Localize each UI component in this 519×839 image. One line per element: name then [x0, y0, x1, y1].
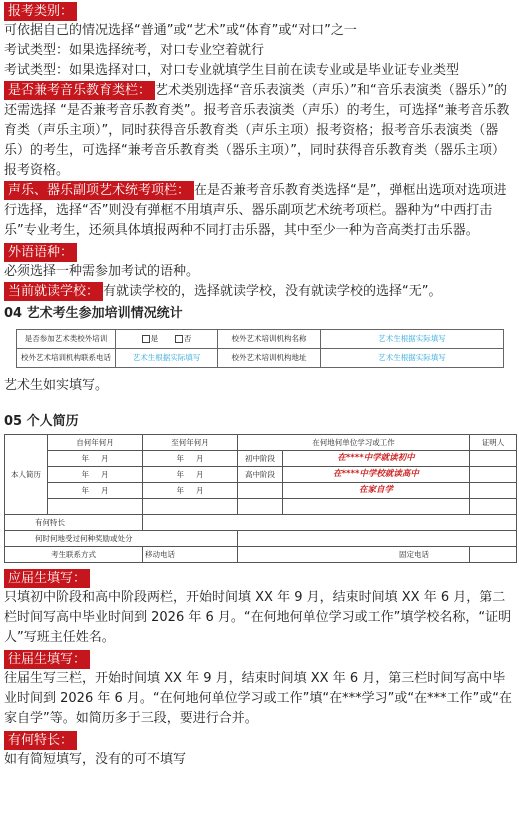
section-label: 当前就读学校：: [4, 282, 103, 301]
table-cell: 艺术生根据实际填写: [116, 349, 218, 368]
checkbox-no[interactable]: [175, 335, 183, 343]
paragraph: 只填初中阶段和高中阶段两栏，开始时间填 XX 年 9 月，结束时间填 XX 年 6 月，第二栏时间写高中毕业时间到 2026 年 6 月。“在何地何单位学习或工作”填学校名称，“证明人”写班主任姓名。: [4, 590, 512, 645]
paragraph: 有就读学校的，选择就读学校，没有就读学校的选择“无”。: [103, 284, 442, 299]
table-cell: 年 月: [48, 467, 143, 483]
table-header: 自何年何月: [48, 435, 143, 451]
table-cell: 校外艺术培训机构联系电话: [17, 349, 116, 368]
paragraph: 在是否兼考音乐教育类选择“是”，弹框出选项对选项进行选择，选择“否”则没有弹框不用填声乐、器乐副项艺术统考项栏。器种为“中西打击乐”专业考生，还须具体填报两种不同打击乐器，其中至少一种为音高类打击乐器。: [4, 183, 507, 238]
section-label: 报考类别：: [4, 2, 77, 21]
table-cell: [470, 499, 517, 515]
table-cell: 考生联系方式: [5, 547, 143, 563]
section-music-education: [4, 81, 515, 181]
section-specialty: [4, 729, 515, 770]
table-cell: 是否参加艺术类校外培训: [17, 330, 116, 349]
table-cell: 何时何地受过何种奖励或处分: [5, 531, 238, 547]
table-cell: [470, 483, 517, 499]
section-label: 有何特长：: [4, 731, 77, 750]
resume-table: [4, 434, 517, 563]
heading-04: 04 艺术考生参加培训情况统计: [4, 306, 183, 321]
table-header: 至何年何月: [143, 435, 238, 451]
paragraph: 如有简短填写，没有的可不填写: [4, 752, 187, 767]
table-cell: [48, 499, 143, 515]
table-cell: [238, 531, 517, 547]
paragraph: 可依据自己的情况选择“普通”或“艺术”或“体育”或“对口”之一: [4, 23, 357, 38]
section-label: 是否兼考音乐教育类栏：: [4, 81, 155, 100]
checkbox-yes[interactable]: [142, 335, 150, 343]
table-cell: 年 月: [48, 483, 143, 499]
paragraph: 必须选择一种需参加考试的语种。: [4, 264, 200, 279]
table-cell: [143, 499, 238, 515]
table-cell: 艺术生根据实际填写: [321, 349, 504, 368]
table-cell: 年 月: [48, 451, 143, 467]
table-cell: [238, 483, 283, 499]
table-cell: 有何特长: [5, 515, 143, 531]
table-header: 在何地何单位学习或工作: [238, 435, 470, 451]
training-table: [16, 329, 504, 368]
section-label: 应届生填写：: [4, 569, 90, 588]
section-past-graduate: [4, 648, 515, 729]
table-cell: 校外艺术培训机构名称: [218, 330, 321, 349]
table-cell: [238, 499, 283, 515]
section-label: 外语语种：: [4, 243, 77, 262]
paragraph: 往届生写三栏，开始时间填 XX 年 9 月，结束时间填 XX 年 6 月，第三栏时间写高中毕业时间到 2026 年 6 月。“在何地何单位学习或工作”填“在***学习”或“在***工作”或“在家自学”等。如简历多于三段，要进行合并。: [4, 671, 513, 726]
handwritten-entry: 在****中学就读初中: [283, 451, 470, 467]
section-label: 声乐、器乐副项艺术统考项栏：: [4, 181, 194, 200]
table-cell: [143, 515, 517, 531]
paragraph: 考试类型：如果选择对口，对口专业就填学生目前在读专业或是毕业证专业类型: [4, 63, 460, 78]
table-cell: [470, 451, 517, 467]
table-cell: 高中阶段: [238, 467, 283, 483]
table-cell: 年 月: [143, 483, 238, 499]
table-cell: 初中阶段: [238, 451, 283, 467]
section-secondary-items: [4, 181, 515, 241]
table-cell: 年 月: [143, 451, 238, 467]
table-cell: [283, 499, 470, 515]
section-label: 往届生填写：: [4, 650, 90, 669]
handwritten-entry: 在****中学校就读高中: [283, 467, 470, 483]
handwritten-entry: 在家自学: [283, 483, 470, 499]
note-04: 艺术生如实填写。: [4, 378, 109, 393]
table-cell: 校外艺术培训机构地址: [218, 349, 321, 368]
table-cell: 年 月: [143, 467, 238, 483]
table-cell: 本人简历: [5, 435, 48, 515]
checkbox-label: 否: [183, 334, 192, 343]
table-cell: 移动电话: [143, 547, 238, 563]
section-exam-category: [4, 0, 515, 81]
section-current-school: [4, 282, 515, 302]
table-cell: [470, 467, 517, 483]
checkbox-label: 是: [150, 334, 159, 343]
section-fresh-graduate: [4, 567, 515, 648]
paragraph: 艺术类别选择“音乐表演类（声乐）”和“音乐表演类（器乐）”的还需选择 “是否兼考音乐教育类”。报考音乐表演类（声乐）的考生，可选择“兼考音乐教育类（声乐主项）”，同时获得音乐教育类（声乐主项）报考资格；报考音乐表演类（器乐）的考生，可选择“兼考音乐教育类（器乐主项）”，同时获得音乐教育类（器乐主项）报考资格。: [4, 83, 510, 178]
yes-no-cell: [116, 330, 218, 349]
paragraph: 考试类型：如果选择统考，对口专业空着就行: [4, 43, 265, 58]
heading-05: 05 个人简历: [4, 414, 79, 429]
table-cell: 艺术生根据实际填写: [321, 330, 504, 349]
section-foreign-language: [4, 241, 515, 282]
table-cell: 固定电话: [238, 547, 470, 563]
table-cell: [470, 547, 517, 563]
table-header: 证明人: [470, 435, 517, 451]
